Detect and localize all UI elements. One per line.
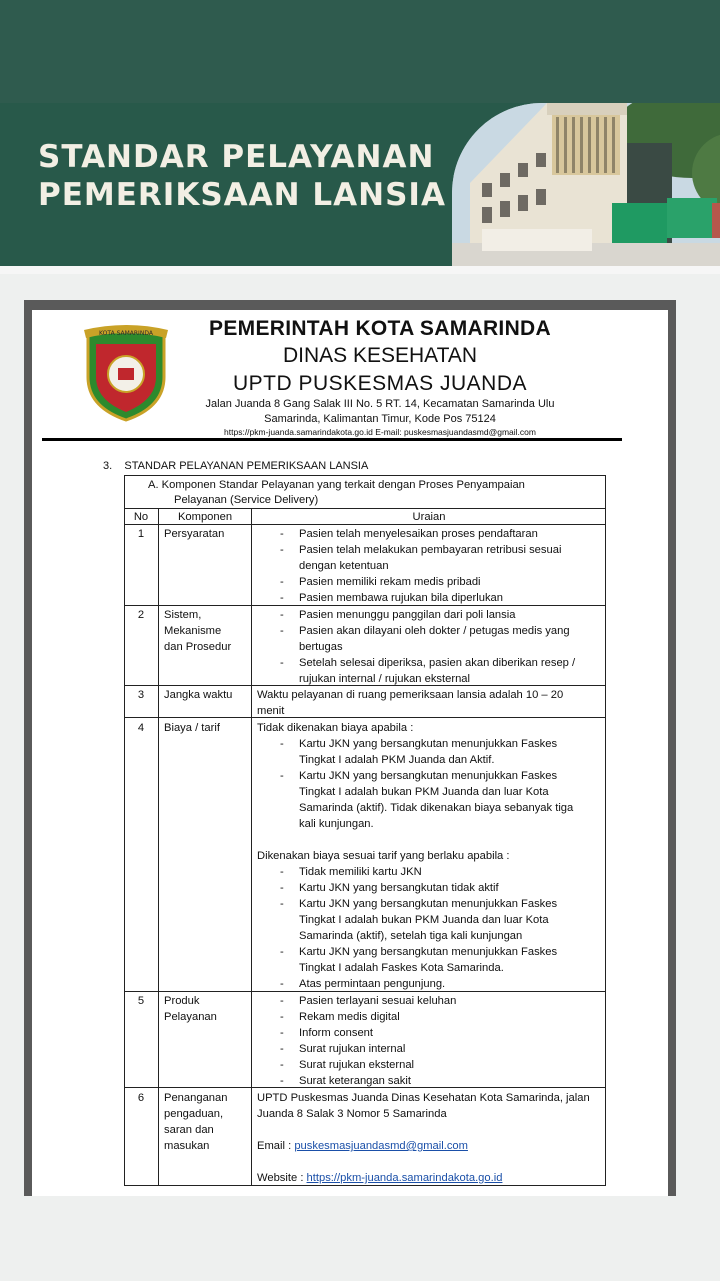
bullet: - <box>280 592 284 604</box>
banner-title-line2: PEMERIKSAAN LANSIA <box>38 177 446 213</box>
list-item: Atas permintaan pengunjung. <box>299 978 446 990</box>
list-item: Inform consent <box>299 1027 373 1039</box>
bullet: - <box>280 625 284 637</box>
list-item: Pasien akan dilayani oleh dokter / petugas medis yang <box>299 625 570 637</box>
bullet: - <box>280 1075 284 1087</box>
row-component: Persyaratan <box>164 528 225 540</box>
website-label: Website : <box>257 1172 307 1184</box>
email-label: Email : <box>257 1140 295 1152</box>
website-row <box>257 1171 502 1185</box>
row-number: 6 <box>137 1092 145 1104</box>
bullet: - <box>280 1043 284 1055</box>
row-component: Produk <box>164 995 200 1007</box>
banner-title-line1: STANDAR PELAYANAN <box>38 139 435 175</box>
bullet: - <box>280 978 284 990</box>
list-item: Kartu JKN yang bersangkutan menunjukkan Faskes <box>299 770 558 782</box>
letterhead-rule <box>42 438 622 441</box>
section-number: 3. <box>103 460 113 472</box>
section-title: STANDAR PELAYANAN PEMERIKSAAN LANSIA <box>124 460 369 472</box>
letterhead-address: Jalan Juanda 8 Gang Salak III No. 5 RT. 14, Kecamatan Samarinda Ulu <box>205 398 555 410</box>
table-line <box>251 508 252 1186</box>
cell-text: Tidak dikenakan biaya apabila : <box>257 722 414 734</box>
complaint-address-cont: Juanda 8 Salak 3 Nomor 5 Samarinda <box>257 1108 447 1120</box>
row-component: Jangka waktu <box>164 689 233 701</box>
list-item: Pasien telah menyelesaikan proses pendaftaran <box>299 528 538 540</box>
list-item: Kartu JKN yang bersangkutan menunjukkan Faskes <box>299 946 558 958</box>
list-item: rujukan internal / rujukan eksternal <box>299 673 471 685</box>
list-item: Surat rujukan internal <box>299 1043 406 1055</box>
row-component: pengaduan, <box>164 1108 224 1120</box>
table-line <box>124 508 606 509</box>
list-item: Surat rujukan eksternal <box>299 1059 415 1071</box>
letterhead-contact: https://pkm-juanda.samarindakota.go.id E-mail: puskesmasjuandasmd@gmail.com <box>224 427 536 437</box>
row-number: 4 <box>137 722 145 734</box>
bullet: - <box>280 528 284 540</box>
row-component: Penanganan <box>164 1092 228 1104</box>
letterhead-government: PEMERINTAH KOTA SAMARINDA <box>209 317 551 340</box>
table-line <box>158 508 159 1186</box>
bullet: - <box>280 609 284 621</box>
bullet: - <box>280 544 284 556</box>
list-item: Surat keterangan sakit <box>299 1075 411 1087</box>
top-bar <box>0 0 720 103</box>
table-caption-cont: Pelayanan (Service Delivery) <box>174 494 319 506</box>
table-line <box>124 605 606 606</box>
row-component: Biaya / tarif <box>164 722 220 734</box>
bullet: - <box>280 770 284 782</box>
list-item: Setelah selesai diperiksa, pasien akan diberikan resep / <box>299 657 576 669</box>
list-item: Tingkat I adalah Faskes Kota Samarinda. <box>299 962 504 974</box>
bullet: - <box>280 1011 284 1023</box>
bullet: - <box>280 898 284 910</box>
header-komponen: Komponen <box>177 511 233 523</box>
list-item: Kartu JKN yang bersangkutan menunjukkan Faskes <box>299 898 558 910</box>
header-no: No <box>133 511 149 523</box>
email-link[interactable]: puskesmasjuandasmd@gmail.com <box>294 1140 468 1152</box>
banner-title <box>38 138 446 214</box>
row-number: 3 <box>137 689 145 701</box>
list-item: Pasien terlayani sesuai keluhan <box>299 995 457 1007</box>
section-heading <box>103 460 368 472</box>
list-item: Pasien menunggu panggilan dari poli lansia <box>299 609 516 621</box>
list-item: Tidak memiliki kartu JKN <box>299 866 422 878</box>
header-uraian: Uraian <box>412 511 446 523</box>
list-item: Tingkat I adalah bukan PKM Juanda dan luar Kota <box>299 786 549 798</box>
list-item: dengan ketentuan <box>299 560 389 572</box>
letterhead-institution: UPTD PUSKESMAS JUANDA <box>232 372 528 395</box>
list-item: bertugas <box>299 641 343 653</box>
bullet: - <box>280 882 284 894</box>
bullet: - <box>280 738 284 750</box>
table-caption: A. Komponen Standar Pelayanan yang terkait dengan Proses Penyampaian <box>148 479 525 491</box>
building-photo <box>452 103 720 266</box>
page-bottom-area <box>0 1196 720 1281</box>
city-emblem-logo <box>78 322 174 422</box>
table-line <box>124 717 606 718</box>
bullet: - <box>280 946 284 958</box>
list-item: Kartu JKN yang bersangkutan menunjukkan Faskes <box>299 738 558 750</box>
row-number: 2 <box>137 609 145 621</box>
list-item: Samarinda (aktif), setelah tiga kali kunjungan <box>299 930 523 942</box>
cell-text: menit <box>257 705 285 717</box>
row-component: Sistem, <box>164 609 202 621</box>
row-component: Mekanisme <box>164 625 222 637</box>
bullet: - <box>280 576 284 588</box>
row-number: 1 <box>137 528 145 540</box>
website-link[interactable]: https://pkm-juanda.samarindakota.go.id <box>306 1172 503 1184</box>
row-component: dan Prosedur <box>164 641 232 653</box>
complaint-address: UPTD Puskesmas Juanda Dinas Kesehatan Kota Samarinda, jalan <box>257 1092 590 1104</box>
bullet: - <box>280 1027 284 1039</box>
row-number: 5 <box>137 995 145 1007</box>
list-item: kali kunjungan. <box>299 818 374 830</box>
bullet: - <box>280 995 284 1007</box>
header-banner <box>0 103 720 266</box>
divider-strip <box>0 266 720 274</box>
list-item: Pasien telah melakukan pembayaran retribusi sesuai <box>299 544 562 556</box>
list-item: Samarinda (aktif). Tidak dikenakan biaya sebanyak tiga <box>299 802 574 814</box>
list-item: Pasien membawa rujukan bila diperlukan <box>299 592 503 604</box>
letterhead-department: DINAS KESEHATAN <box>282 344 478 367</box>
table-line <box>124 991 606 992</box>
svg-text:KOTA SAMARINDA: KOTA SAMARINDA <box>99 330 153 337</box>
list-item: Pasien memiliki rekam medis pribadi <box>299 576 481 588</box>
email-row <box>257 1139 468 1153</box>
bullet: - <box>280 657 284 669</box>
cell-text: Dikenakan biaya sesuai tarif yang berlaku apabila : <box>257 850 510 862</box>
letterhead-address-city: Samarinda, Kalimantan Timur, Kode Pos 75124 <box>264 413 496 425</box>
bullet: - <box>280 1059 284 1071</box>
cell-text: Waktu pelayanan di ruang pemeriksaan lansia adalah 10 – 20 <box>257 689 564 701</box>
row-component: saran dan <box>164 1124 214 1136</box>
table-line <box>124 524 606 525</box>
bullet: - <box>280 866 284 878</box>
row-component: Pelayanan <box>164 1011 217 1023</box>
row-component: masukan <box>164 1140 210 1152</box>
list-item: Kartu JKN yang bersangkutan tidak aktif <box>299 882 499 894</box>
list-item: Tingkat I adalah bukan PKM Juanda dan luar Kota <box>299 914 549 926</box>
list-item: Tingkat I adalah PKM Juanda dan Aktif. <box>299 754 495 766</box>
list-item: Rekam medis digital <box>299 1011 400 1023</box>
